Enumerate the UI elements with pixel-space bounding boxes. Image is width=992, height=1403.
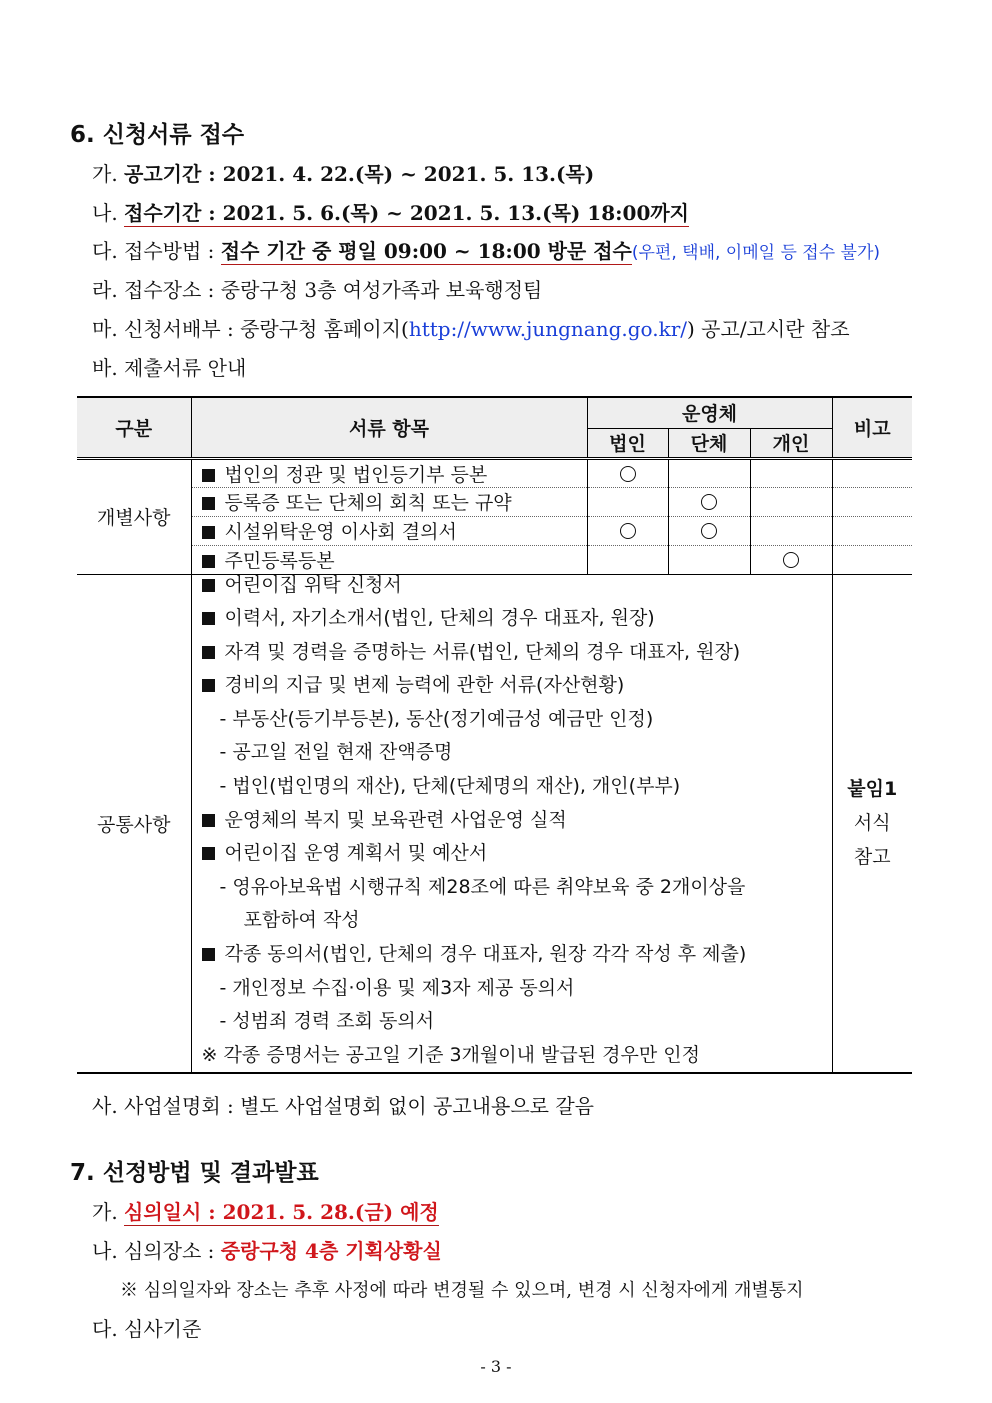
ga-prefix: 가.	[92, 1200, 125, 1224]
line-na-review-place	[92, 1235, 442, 1264]
individual-row-3: 주민등록등본	[191, 545, 587, 574]
individual-row-2: 시설위탁운영 이사회 결의서	[191, 516, 587, 545]
common-row-2: 자격 및 경력을 증명하는 서류(법인, 단체의 경우 대표자, 원장)	[202, 636, 832, 670]
bullet-icon	[202, 555, 215, 568]
line-ma-form-distribution	[92, 313, 850, 342]
circle-mark-icon	[701, 494, 717, 510]
na-prefix: 나. 심의장소 :	[92, 1239, 221, 1263]
mark-individual-2	[750, 516, 832, 545]
note-cell-2	[832, 516, 912, 545]
notice-period: 공고기간 : 2021. 4. 22.(목) ~ 2021. 5. 13.(목)	[124, 162, 595, 186]
individual-row-1: 등록증 또는 단체의 회칙 또는 규약	[191, 487, 587, 516]
individual-label: 개별사항	[77, 458, 191, 574]
circle-mark-icon	[783, 552, 799, 568]
homepage-link[interactable]: http://www.jungnang.go.kr/	[408, 317, 688, 341]
mark-group-3	[668, 545, 750, 574]
mark-individual-0	[750, 458, 832, 487]
note-cell-0	[832, 458, 912, 487]
mark-corp-3	[587, 545, 668, 574]
header-note: 비고	[832, 397, 912, 458]
header-operator: 운영체	[587, 397, 832, 428]
bullet-icon	[202, 814, 215, 827]
attachment-label: 붙임1	[847, 778, 898, 801]
header-corp: 법인	[587, 428, 668, 458]
common-row-13: - 성범죄 경력 조회 동의서	[219, 1010, 435, 1033]
section-7-title: 7. 선정방법 및 결과발표	[70, 1160, 319, 1186]
common-items	[191, 574, 832, 1073]
common-row-10: 포함하여 작성	[243, 909, 360, 932]
receipt-period: 접수기간 : 2021. 5. 6.(목) ~ 2021. 5. 13.(목) 18:00까지	[124, 201, 689, 225]
common-row-3: 경비의 지급 및 변제 능력에 관한 서류(자산현황)	[202, 669, 832, 703]
reference-label: 참고	[853, 846, 891, 869]
mark-corp-2	[587, 516, 668, 545]
common-row-5: - 공고일 전일 현재 잔액증명	[219, 741, 453, 764]
bullet-icon	[202, 646, 215, 659]
line-ra-receipt-place: 라. 접수장소 : 중랑구청 3층 여성가족과 보육행정팀	[92, 278, 543, 302]
common-note	[832, 574, 912, 1073]
bullet-icon	[202, 469, 215, 482]
ma-suffix: ) 공고/고시란 참조	[687, 317, 850, 341]
common-row-11: 각종 동의서(법인, 단체의 경우 대표자, 원장 각각 작성 후 제출)	[202, 938, 832, 972]
header-individual: 개인	[750, 428, 832, 458]
note-cell-1	[832, 487, 912, 516]
common-row-0: 어린이집 위탁 신청서	[202, 574, 832, 602]
note-cell-3	[832, 545, 912, 574]
bullet-icon	[202, 526, 215, 539]
bullet-icon	[202, 679, 215, 692]
common-row-14: ※ 각종 증명서는 공고일 기준 3개월이내 발급된 경우만 인정	[201, 1043, 700, 1066]
common-row-7: 운영체의 복지 및 보육관련 사업운영 실적	[202, 804, 832, 838]
ma-prefix: 마. 신청서배부 : 중랑구청 홈페이지(	[92, 317, 409, 341]
change-notice: ※ 심의일자와 장소는 추후 사정에 따라 변경될 수 있으며, 변경 시 신청자에게 개별통지	[120, 1280, 804, 1301]
circle-mark-icon	[620, 466, 636, 482]
common-label: 공통사항	[77, 574, 191, 1073]
header-group: 단체	[668, 428, 750, 458]
mark-corp-0	[587, 458, 668, 487]
bullet-icon	[202, 497, 215, 510]
review-date: 심의일시 : 2021. 5. 28.(금) 예정	[124, 1200, 439, 1224]
mark-group-0	[668, 458, 750, 487]
line-ba-documents: 바. 제출서류 안내	[92, 356, 247, 380]
common-row-12: - 개인정보 수집·이용 및 제3자 제공 동의서	[219, 976, 575, 999]
ga-prefix: 가.	[92, 162, 125, 186]
line-ga-review-date	[92, 1196, 439, 1225]
line-da-receipt-method	[92, 235, 880, 264]
mark-corp-1	[587, 487, 668, 516]
mark-individual-3	[750, 545, 832, 574]
bullet-icon	[202, 579, 215, 592]
page-number: - 3 -	[480, 1357, 512, 1376]
mark-group-2	[668, 516, 750, 545]
header-items: 서류 항목	[191, 397, 587, 458]
mark-individual-1	[750, 487, 832, 516]
individual-row-0: 법인의 정관 및 법인등기부 등본	[191, 458, 587, 487]
mark-group-1	[668, 487, 750, 516]
bullet-icon	[202, 948, 215, 961]
form-label: 서식	[853, 812, 891, 835]
bullet-icon	[202, 612, 215, 625]
line-sa-briefing: 사. 사업설명회 : 별도 사업설명회 없이 공고내용으로 갈음	[92, 1094, 594, 1118]
line-na-receipt-period	[92, 197, 689, 226]
line-ga-notice-period	[92, 158, 594, 187]
receipt-method: 접수 기간 중 평일 09:00 ~ 18:00 방문 접수	[220, 239, 632, 263]
da-prefix: 다. 접수방법 :	[92, 239, 221, 263]
documents-table	[77, 396, 912, 1074]
review-place: 중랑구청 4층 기획상황실	[220, 1239, 442, 1263]
header-category: 구분	[77, 397, 191, 458]
line-da-review-criteria: 다. 심사기준	[92, 1317, 202, 1341]
receipt-method-note: (우편, 택배, 이메일 등 접수 불가)	[631, 243, 881, 263]
section-6-title: 6. 신청서류 접수	[70, 122, 245, 148]
common-row-6: - 법인(법인명의 재산), 단체(단체명의 재산), 개인(부부)	[219, 775, 681, 798]
common-row-8: 어린이집 운영 계획서 및 예산서	[202, 837, 832, 871]
common-row-9: - 영유아보육법 시행규칙 제28조에 따른 취약보육 중 2개이상을	[219, 875, 746, 898]
na-prefix: 나.	[92, 201, 125, 225]
common-row-4: - 부동산(등기부등본), 동산(정기예금성 예금만 인정)	[219, 707, 654, 730]
circle-mark-icon	[701, 523, 717, 539]
common-row-1: 이력서, 자기소개서(법인, 단체의 경우 대표자, 원장)	[202, 602, 832, 636]
circle-mark-icon	[620, 523, 636, 539]
bullet-icon	[202, 847, 215, 860]
